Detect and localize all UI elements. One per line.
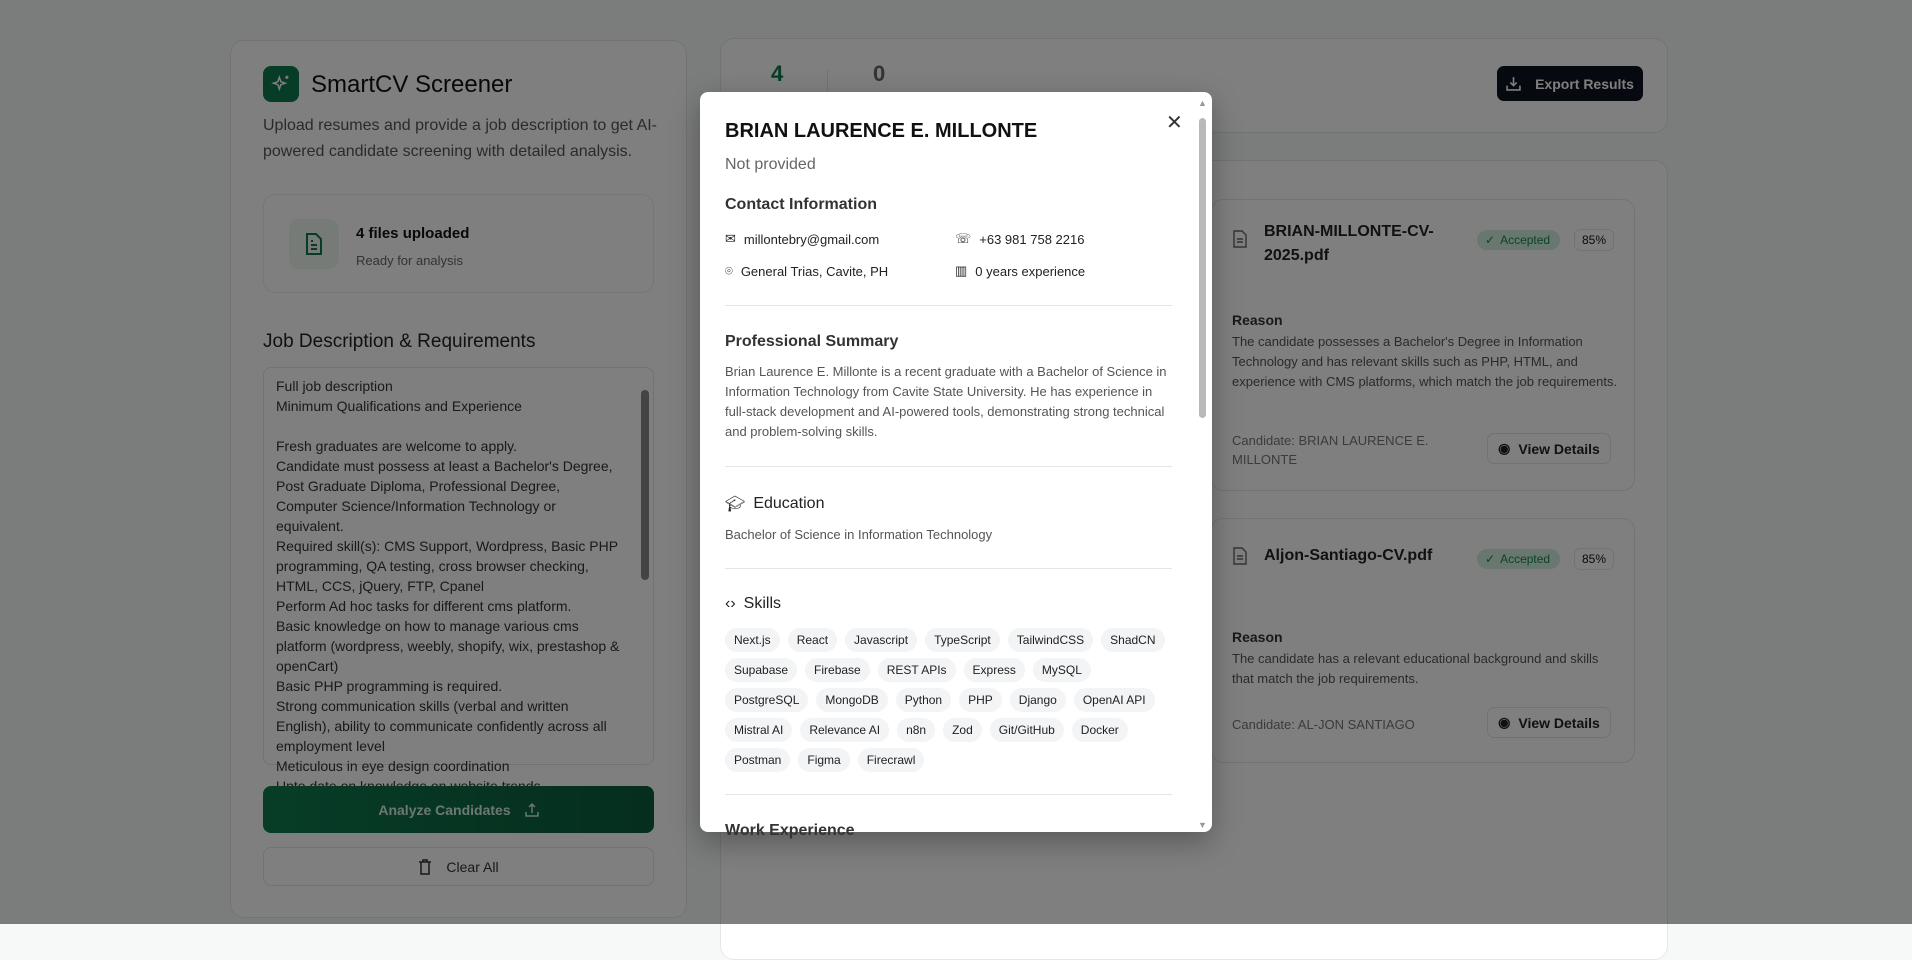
- candidate-title: Not provided: [725, 156, 816, 173]
- skill-chip: TailwindCSS: [1008, 628, 1093, 652]
- skill-chip: MongoDB: [816, 688, 887, 712]
- skills-heading-label: Skills: [743, 595, 781, 612]
- contact-heading: Contact Information: [725, 196, 877, 213]
- graduation-cap-icon: 🎓︎: [725, 496, 746, 513]
- close-icon[interactable]: ✕: [1166, 112, 1183, 134]
- briefcase-icon: ▥: [955, 263, 968, 278]
- skill-chip: Postman: [725, 748, 790, 772]
- mail-icon: ✉: [725, 231, 736, 246]
- skill-chip: Figma: [798, 748, 849, 772]
- skill-chip: Firebase: [805, 658, 870, 682]
- location-info: [725, 263, 888, 279]
- experience: 0 years experience: [975, 263, 1086, 279]
- skill-chip: REST APIs: [878, 658, 956, 682]
- skill-chip: Git/GitHub: [990, 718, 1064, 742]
- skill-chip: Zod: [943, 718, 982, 742]
- phone: +63 981 758 2216: [979, 231, 1085, 247]
- skill-chip: React: [788, 628, 837, 652]
- skill-chip: Express: [964, 658, 1025, 682]
- candidate-details-modal: [700, 92, 1212, 839]
- location: General Trias, Cavite, PH: [740, 263, 889, 279]
- skill-chip: MySQL: [1033, 658, 1091, 682]
- scroll-up-icon[interactable]: ▲: [1198, 98, 1207, 108]
- skill-chip: Javascript: [845, 628, 917, 652]
- skill-chip: Python: [896, 688, 951, 712]
- experience-info: [955, 263, 1085, 279]
- skill-chip: Relevance AI: [800, 718, 889, 742]
- skills-heading: [725, 595, 781, 613]
- phone-icon: ☏: [955, 231, 972, 246]
- map-pin-icon: ⌾: [725, 263, 733, 278]
- skill-chip: Django: [1010, 688, 1066, 712]
- skill-chip: Next.js: [725, 628, 780, 652]
- skill-chip: TypeScript: [925, 628, 1000, 652]
- education-heading-label: Education: [753, 495, 825, 512]
- modal-scrollbar[interactable]: [1198, 100, 1208, 828]
- skill-chip: PHP: [959, 688, 1002, 712]
- skills-list: [725, 628, 1172, 772]
- phone-info: [955, 231, 1084, 247]
- email: millontebry@gmail.com: [743, 231, 880, 247]
- skill-chip: PostgreSQL: [725, 688, 808, 712]
- skill-chip: Firecrawl: [858, 748, 925, 772]
- code-icon: ‹›: [725, 595, 736, 612]
- summary-text: Brian Laurence E. Millonte is a recent graduate with a Bachelor of Science in Information Technology from Cavite State University. He has experience in full-stack development and AI-powered tools, demonstrating strong technical and problem-solving skills.: [725, 364, 1167, 439]
- education-text: Bachelor of Science in Information Technology: [725, 527, 993, 542]
- skill-chip: OpenAI API: [1074, 688, 1155, 712]
- skill-chip: Docker: [1072, 718, 1128, 742]
- skill-chip: n8n: [897, 718, 935, 742]
- email-info: [725, 231, 879, 247]
- work-experience-heading: Work Experience: [725, 822, 855, 839]
- skill-chip: ShadCN: [1101, 628, 1164, 652]
- education-heading: [725, 494, 824, 514]
- skill-chip: Supabase: [725, 658, 797, 682]
- skill-chip: Mistral AI: [725, 718, 792, 742]
- summary-heading: Professional Summary: [725, 333, 899, 350]
- candidate-name: BRIAN LAURENCE E. MILLONTE: [725, 120, 1038, 142]
- scroll-down-icon[interactable]: ▼: [1198, 820, 1207, 830]
